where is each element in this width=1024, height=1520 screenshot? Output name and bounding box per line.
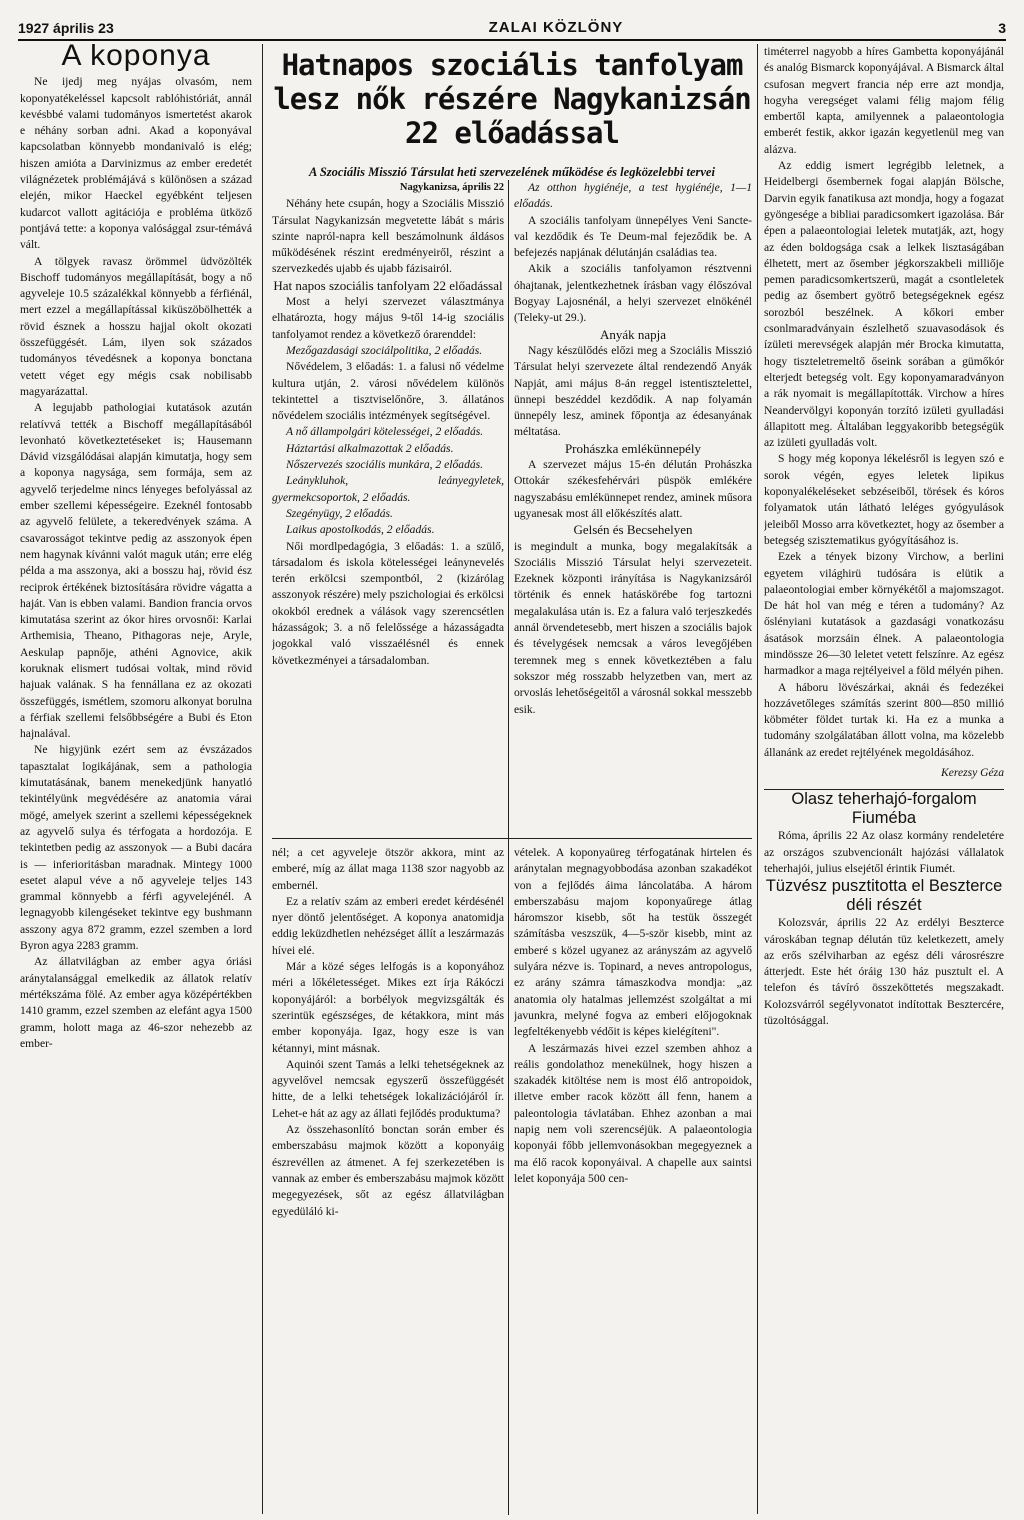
tanfolyam-paragraph: Akik a szociális tanfolyamon résztvenni óhajtanak, jelentkezhetnek írásban vagy élőszóval Bogyay Lajosnénál, a helyi szervezet elnökénél (Teleky-ut 29.). bbox=[514, 262, 752, 325]
tanfolyam-column-3 bbox=[514, 180, 752, 830]
issue-date: 1927 április 23 bbox=[18, 20, 114, 36]
koponya-continued-column-2 bbox=[272, 845, 504, 1515]
koponya-paragraph: timéterrel nagyobb a híres Gambetta koponyájánál és analóg Bismarck koponyájával. A Bismarck által csufosan megvert francia nép erre azt mondja, hogyha veregséget valami félig majom félig embertől kapta, amilyennek a palaeontologia emberét festik, akkor igazán kegyetlenül meg van alázva. bbox=[764, 45, 1004, 156]
koponya-paragraph: Már a közé séges lelfogás is a koponyához méri a lőkéletességet. Mikes ezt írja Rákóczi koponyájáról: a borbélyok megvizsgálták és szerintük egészséges, de kétakkora, mint más ember koponyája. Igaz, hogy esze is van kétannyi, mint másnak. bbox=[272, 960, 504, 1055]
gelse-subhead: Gelsén és Becsehelyen bbox=[573, 522, 693, 538]
course-item: Laikus apostolkodás, 2 előadás. bbox=[286, 523, 435, 537]
newspaper-title: ZALAI KÖZLÖNY bbox=[488, 19, 624, 36]
koponya-article bbox=[20, 44, 252, 1514]
koponya-paragraph: A leszármazás hivei ezzel szemben ahhoz a reális gondolathoz menekülnek, hogy hiszen a szakadék kitöltése nem is most élő antropoidok, illetve ember racok között áll fenn, hanem a paleontologia távlatában. Ehhez azonban a mai napig nem voli szerencséjük. A palaeontologia koponyái főbb jellemvonásokban megegyeznek a ma élő racok koponyáival. A chapelle aux saintsi lelet koponyája 500 cen- bbox=[514, 1041, 752, 1185]
column-rule-1 bbox=[262, 44, 263, 1514]
koponya-paragraph: vételek. A koponyaüreg térfogatának hirtelen és aránytalan megnagyobbodása azonban szakadékot von a fejlődés áima láncolatába. A három emberszabásu majom koponyaűrege átlag háromszor kisebb, sőt ha testük összegét számításba veszszük, 4—5-ször kisebb, mint az emberé s közel ugyanez az arányszám az agyvelő sulyára nézve is. Topinard, a neves antropologus, ez arány számra támaszkodva mondja: „az anatomia oly hatalmas jellemzést szolgáltat a mi javunkra, melyné fogva az emberi előjogoknak legfeltékenyebb védőit is képes kielégíteni". bbox=[514, 846, 752, 1039]
column-4 bbox=[764, 44, 1004, 1514]
koponya-paragraph: Az összehasonlító bonctan során ember és emberszabásu majmok között a koponyáig észrevéllen az átmenet. A fej szerkezetében is vannak az ember és emberszabásu majmok között megegyezések, sőt az egész állatvilágban egyedüláló ki- bbox=[272, 1123, 504, 1218]
course-item: Háztartási alkalmazottak 2 előadás. bbox=[286, 441, 454, 455]
tanfolyam-subhead: Hat napos szociális tanfolyam 22 előadással bbox=[273, 277, 503, 293]
course-item: A nő állampolgári kötelességei, 2 előadás. bbox=[286, 425, 484, 439]
tanfolyam-paragraph: Most a helyi szervezet választmánya elhatározta, hogy május 9-től 14-ig szociális tanfolyamot rendez a következő órarenddel: bbox=[272, 295, 504, 341]
column-rule-3 bbox=[757, 44, 758, 1514]
column-rule-2 bbox=[508, 180, 509, 1515]
section-rule bbox=[272, 838, 752, 839]
koponya-paragraph: Az állatvilágban az ember agya óriási aránytalansággal emelkedik az állatok relatív mértékszáma fölé. Az ember agya középértékben 1410 gramm, ezzel szemben az elefánt agya 1500 gramm, holott maga az 46-szor nehezebb az ember- bbox=[20, 955, 252, 1050]
tanfolyam-headline: Hatnapos szociális tanfolyam lesz nők részére Nagykanizsán 22 előadással bbox=[273, 48, 751, 150]
koponya-paragraph: A tölgyek ravasz örömmel üdvözölték Bischoff tudományos megállapítását, bogy a nő agyveleje 10.5 százalékkal könnyebb a férfiénál, mert ezzel a megállapítással kiküszöbölhették a rövid észnek a hosszu hajjal okolt okozati összefüggését. Lám, ilyen sok százados tudományos tévedésnek a koponya bonctana vetett véget egy mégis csak nobilisabb magyarázattal. bbox=[20, 254, 252, 398]
course-item: Szegényügy, 2 előadás. bbox=[286, 506, 393, 520]
author-signature: Kerezsy Géza bbox=[940, 766, 1004, 780]
course-item: Női mordlpedagógia, 3 előadás: 1. a szülő, társadalom és iskola kötelességei leánynevelés terén erkölcsi szempontból, 2 (kizárólag asszonyok részére) mely pszichologiai és erkölcsi okokból erednek a válások vagy szerencsétlen házasságok; 3. a nő felelőssége a házasságadta jogokkal való visszaélésnél és ennek következményei a társadalomban. bbox=[272, 539, 504, 667]
koponya-paragraph: Ne ijedj meg nyájas olvasóm, nem koponyatékeléssel kapcsolt rablóhistóriát, annál kevésbbé valami tudományos ismertetést akarok e néhány sorban adni. Akad a koponyával kapcsolatban könnyebb mondanivaló is elég; hiszen amióta a Darvinizmus az ember eredetét világnézetek problémájává s különösen a század elején, mikor Haeckel egyébként teljesen kudarcot vallott agitációja e probléma ütköző pontjává tette: a koponya valósággal zsur-témává vált. bbox=[20, 75, 252, 252]
koponya-title: A koponya bbox=[61, 44, 211, 72]
masthead bbox=[18, 12, 1006, 41]
koponya-paragraph: S hogy még koponya lékelésről is legyen szó e sorok végén, egyes leletek lipikus koponyalékeléseket sebzéseiből, törések és kóros folyamatok után látható leléges gyógyulások jeleiből Mosso arra következtet, hogy az ősember a betegség szisztematikus gyógyításához is. bbox=[764, 452, 1004, 547]
koponya-paragraph: Ez a relatív szám az emberi eredet kérdésénél nyer döntő jelentőséget. A koponya anatomidja eddig leküzdhetlen nehézséget állít a leszármazás hívei elé. bbox=[272, 894, 504, 957]
anyak-napja-subhead: Anyák napja bbox=[599, 326, 667, 342]
tanfolyam-headline-block bbox=[272, 44, 752, 180]
tanfolyam-paragraph: Nagy készülődés előzi meg a Szociális Misszió Társulat helyi szervezete által rendezendő Anyák Napját, ami május 8-án reggel istentisztelettel, ünnepi beszéddel kezdődik. A nap folyamán ünnepély lesz, aminek főpontja az édesanyának méltatása. bbox=[514, 343, 752, 439]
olasz-text: Róma, április 22 Az olasz kormány rendeletére az országos szubvencionált hajózási vállalatok teherhajói, julius elsejétől érintik Fiumét. bbox=[764, 829, 1004, 875]
olasz-title: Olasz teherhajó-forgalom Fiuméba bbox=[791, 790, 977, 828]
tanfolyam-paragraph: A szociális tanfolyam ünnepélyes Veni Sancte-val kezdődik és Te Deum-mal fejeződik be. A befejezés napjának délutánján családias tea. bbox=[514, 213, 752, 260]
koponya-paragraph: A háboru lövészárkai, aknái és fedezékei hozzávetőleges számítás szerint 800—850 millió köbméter földet turtak ki. Ha ez a munka a tudomány szolgálatában állott volna, ma közelebb állanánk az eredet rejtélyének megoldásához. bbox=[764, 680, 1004, 759]
tanfolyam-paragraph: Néhány hete csupán, hogy a Szociális Misszió Társulat Nagykanizsán megvetette lábát s máris szinte napról-napra kell beszámolnunk áldásos működésének részint eredményeiről, részint a szervezkedés ujabb és ujabb fázisairól. bbox=[272, 197, 504, 276]
tanfolyam-deck: A Szociális Misszió Társulat heti szervezelének működése és legközelebbi tervei bbox=[309, 165, 715, 179]
tuzvesz-text: Kolozsvár, április 22 Az erdélyi Beszterce városkában tegnap délután tüz keletkezett, amely az erős szélviharban az egész déli városrészre átterjedt. Este hét óráig 130 ház pusztult el. A telefon és távíró összeköttetés megszakadt. Kolozsvárról segélyvonatot indítottak Besztercére, tüzoltósággal. bbox=[764, 916, 1004, 1028]
page-number: 3 bbox=[998, 20, 1006, 36]
course-item: Nőszervezés szociális munkára, 2 előadás. bbox=[286, 458, 484, 472]
koponya-paragraph: Aquinói szent Tamás a lelki tehetségeknek az agyvelővel nemcsak egyszerű összefüggését hitte, de a lelki tehetségek lokalizációjáról ír. Lehet-e hát az agy az állati fejlődés produktuma? bbox=[272, 1057, 504, 1120]
koponya-continued-column-3 bbox=[514, 845, 752, 1515]
course-item: Az otthon hygiénéje, a test hygiénéje, 1—1 előadás. bbox=[514, 181, 752, 211]
koponya-paragraph: nél; a cet agyveleje ötször akkora, mint az emberé, míg az állat maga 1138 szor nagyobb az embernél. bbox=[272, 846, 504, 892]
dateline: Nagykanizsa, április 22 bbox=[399, 182, 504, 193]
course-item: Leánykluhok, leányegyletek, gyermekcsoportok, 2 előadás. bbox=[272, 474, 504, 504]
course-item: Nővédelem, 3 előadás: 1. a falusi nő védelme kultura utján, 2. városi nővédelem különös tekintettel a tisztviselőnőre, 3. állatános nővédelem szociális intézmények segítségével. bbox=[272, 360, 504, 423]
koponya-paragraph: Az eddig ismert legrégibb leletnek, a Heidelbergi ősembernek fogai alapján Bölsche, Darvin egyik fanatikusa azt mondja, hogy a fogazat gyöngesége a bibliai paradicsomkert igazolása. Bár épen a palaeontologiai leletek mutatják, azt, hogy az éden boldogsága csak a lelkek lisztaságában élhetett, mert az ősember jégkorszakbeli milliője pemen paradicsomkertszerü, magát a csontleletek pedig az ősembert gyötrő betegségeknek egész sorozból beszélnek. A kőkori ember csonlmaradványain észlelhető szuavasodások és ízületi merevségek alapján mér Brocka kimutatta, hogy tiszteletremeltő őseink sorában a gümőkór elterjedt betegség volt. Egy koponyamaradványon a rák nyomait is megállapították. Virchow a híres Neandervölgyi koponyán torzító izületi gyulladási állapitott meg. Általában leggyakoribb betegségük az izületi gyulladás volt. bbox=[764, 159, 1004, 450]
koponya-paragraph: A legujabb pathologiai kutatások azután relatívvá tették a Bischoff megállapításából levonható következtetéseket is; Hausemann Dávid vizsgálódásai alapján kimutatja, hogy sem a koponya nagysága, sem formája, sem az agyvelő terjedelme nincs lényeges befolyással az ember szellemi képességeire. Ezeknél fontosabb az agyvelő felülete, a tekeredvények száma. A csavarosságot tekintve pedig az asszonyok épen nem hagynak kívánni valót maguk után; erre elég példa a ma asszonya, aki a bosszu haj, rövid ész reciprok értékének biztosítására rövidre vágatta a haját. Van is ebben valami. Bandion francia orvos kimutatása szerint az ókor hires orvosnői: Karlai Arthemisia, Theano, Pithagoras neje, Aryle, Aeskulap papnője, athéni Agnovice, akik koruknak elismert tudósai voltak, mind rövid hajuak valának. S ha fennállana ez az okozati összefüggés, ismétlem, szomoru alkonyat borulna a férfiak szellemi felsőbbségére a Bubi és Eton hajnalával. bbox=[20, 401, 252, 741]
tanfolyam-paragraph: A szervezet május 15-én délután Prohászka Ottokár székesfehérvári püspök emlékére nagyszabásu emlékünnepet rendez, aminek műsora ugyanesak most áll előkészítés alatt. bbox=[514, 458, 752, 520]
tuzvesz-title: Tüzvész pusztitotta el Beszterce déli részét bbox=[765, 877, 1003, 915]
tanfolyam-column-2 bbox=[272, 180, 504, 830]
course-item: Mezőgazdasági szociálpolitika, 2 előadás. bbox=[286, 343, 483, 357]
tanfolyam-paragraph: is megindult a munka, bogy megalakítsák a Szociális Misszió Társulat helyi szervezeteit. Ezeknek központi irányítása is Nagykanizsáról történik és ennek hatáskörébe fog tartozni megalakulása után is. Ez a falura való terjeszkedés annál örvendetesebb, mert hiszen a szociális bajok és tévelygések nemcsak a város levegőjében teremnek meg s ennek következtében a falu sokszor még rosszabb helyzetben van, mert az orvoslás lehetőségeitől a városnál sokkal messzebb esik. bbox=[514, 539, 752, 716]
koponya-paragraph: Ezek a tények bizony Virchow, a berlini egyetem világhirü tudósára is elütik a palaeontologiai ember környékétől a majomszagot. De hát hol van még e téren a tudomány? Az őslényiani kutatások a gazdasági vonatkozásu ásatások morzsáin élnek. A palaeontologia mindössze 26—30 leletet vetett felszínre. Az egész harmadkor a maga rejtélyeivel a föld mélyén pihen. bbox=[764, 550, 1004, 678]
koponya-paragraph: Ne higyjünk ezért sem az évszázados tapasztalat logikájának, sem a pathologia kimutatásának, banem menekedjünk hanyatló tekintélyünk megvédésére az anatomia várai mögé, amelyek szerint a szellemi képességeknek az agyvelő sulya és térfogata a hordozója. E tekintetben pedig az asszonyok — a Bubi dacára is — inferioritásban maradnak. Mintegy 1000 esetet alapul véve a nő agyveleje teljes 143 grammal könnyebb a férfi agyvelejénél. A legnagyobb kilengéseket tekintve egy bushmann asszony agya 872 gramm, ezzel szemben a lord Byron agya 2283 gramm. bbox=[20, 743, 252, 953]
prohaszka-subhead: Prohászka emlékünnepély bbox=[564, 440, 702, 456]
